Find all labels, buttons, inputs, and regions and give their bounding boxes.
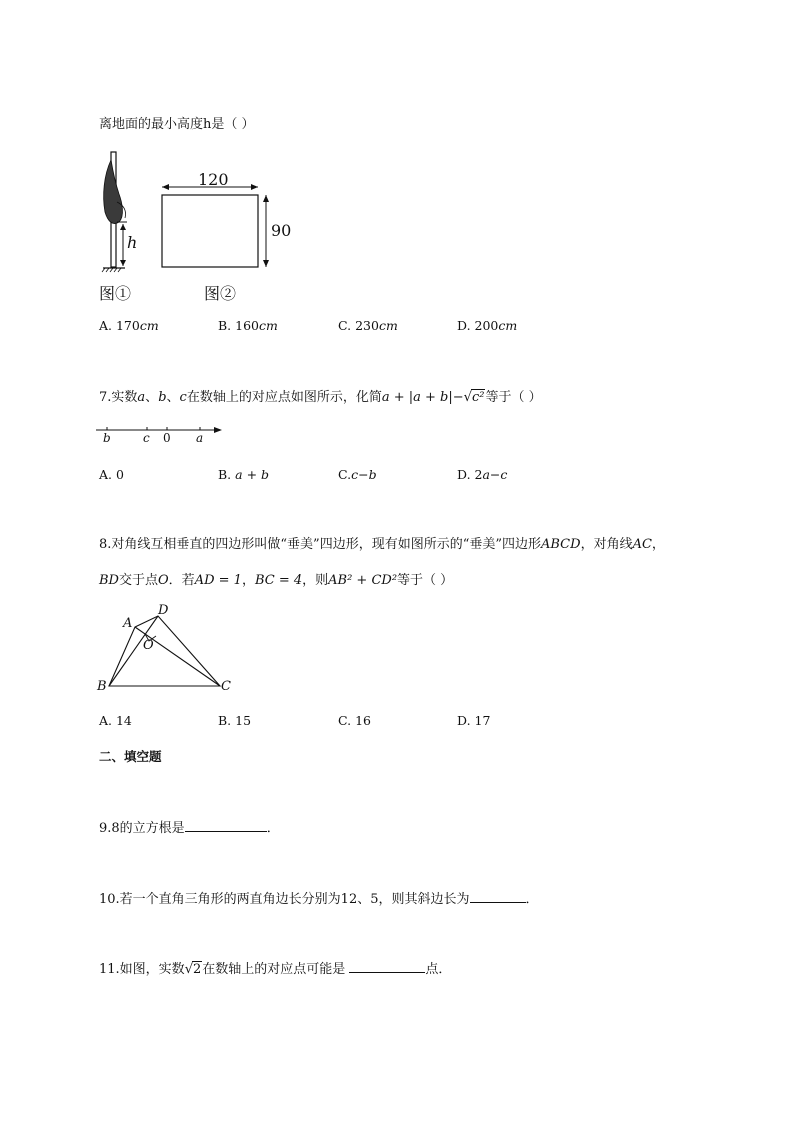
q7-axis-label-c: c [143, 431, 150, 445]
q6-option-a[interactable]: A. 170cm [99, 318, 159, 333]
q6-stem: 离地面的最小高度h是（ ） [99, 117, 255, 132]
q8-label-o: O [143, 638, 154, 653]
q6-fig1-caption: 图① [99, 284, 132, 303]
q8-option-c[interactable]: C. 16 [338, 713, 371, 728]
q7-stem: 7.实数a、b、c在数轴上的对应点如图所示，化简a + |a + b|−√c²等于（ ） [99, 390, 542, 405]
q7-option-a[interactable]: A. 0 [99, 467, 124, 482]
q8-option-d[interactable]: D. 17 [457, 713, 491, 728]
q6-fig2-caption: 图② [204, 284, 237, 303]
q6-option-c[interactable]: C. 230cm [338, 318, 398, 333]
q7-option-c[interactable]: C.c−b [338, 467, 377, 482]
q6-fig2-width-label: 120 [198, 170, 229, 189]
q10-stem: 10.若一个直角三角形的两直角边长分别为12、5，则其斜边长为 ． [99, 892, 539, 907]
q7-number-line [96, 424, 226, 436]
q8-label-c: C [221, 679, 231, 694]
q6-option-d[interactable]: D. 200cm [457, 318, 518, 333]
q9-stem: 9.8的立方根是 ． [99, 821, 280, 836]
q6-option-b[interactable]: B. 160cm [218, 318, 278, 333]
q8-label-b: B [97, 679, 107, 694]
q9-answer-blank[interactable] [185, 819, 267, 832]
q11-stem: 11.如图，实数√2在数轴上的对应点可能是 点． [99, 962, 452, 977]
q7-option-d[interactable]: D. 2a−c [457, 467, 508, 482]
section-heading-fill-blank: 二、填空题 [99, 749, 162, 764]
q7-axis-label-0: 0 [163, 431, 171, 445]
q6-figure-1 [95, 150, 145, 275]
q7-axis-label-b: b [103, 431, 111, 445]
q6-fig1-h-label: h [127, 233, 138, 252]
q8-label-a: A [123, 616, 133, 631]
q7-option-b[interactable]: B. a + b [218, 467, 270, 482]
q8-option-a[interactable]: A. 14 [99, 713, 132, 728]
q10-answer-blank[interactable] [470, 890, 526, 903]
q6-fig2-height-label: 90 [271, 221, 292, 240]
q8-stem-line2: BD交于点O．若AD = 1，BC = 4，则AB² + CD²等于（ ） [99, 573, 454, 588]
q7-axis-label-a: a [196, 431, 204, 445]
q11-answer-blank[interactable] [349, 960, 425, 973]
q8-option-b[interactable]: B. 15 [218, 713, 252, 728]
q8-figure [100, 610, 240, 695]
q8-label-d: D [158, 603, 169, 618]
q8-stem-line1: 8.对角线互相垂直的四边形叫做“垂美”四边形，现有如图所示的“垂美”四边形ABCD，对角线AC， [99, 537, 665, 552]
q6-figure-2 [158, 185, 278, 275]
